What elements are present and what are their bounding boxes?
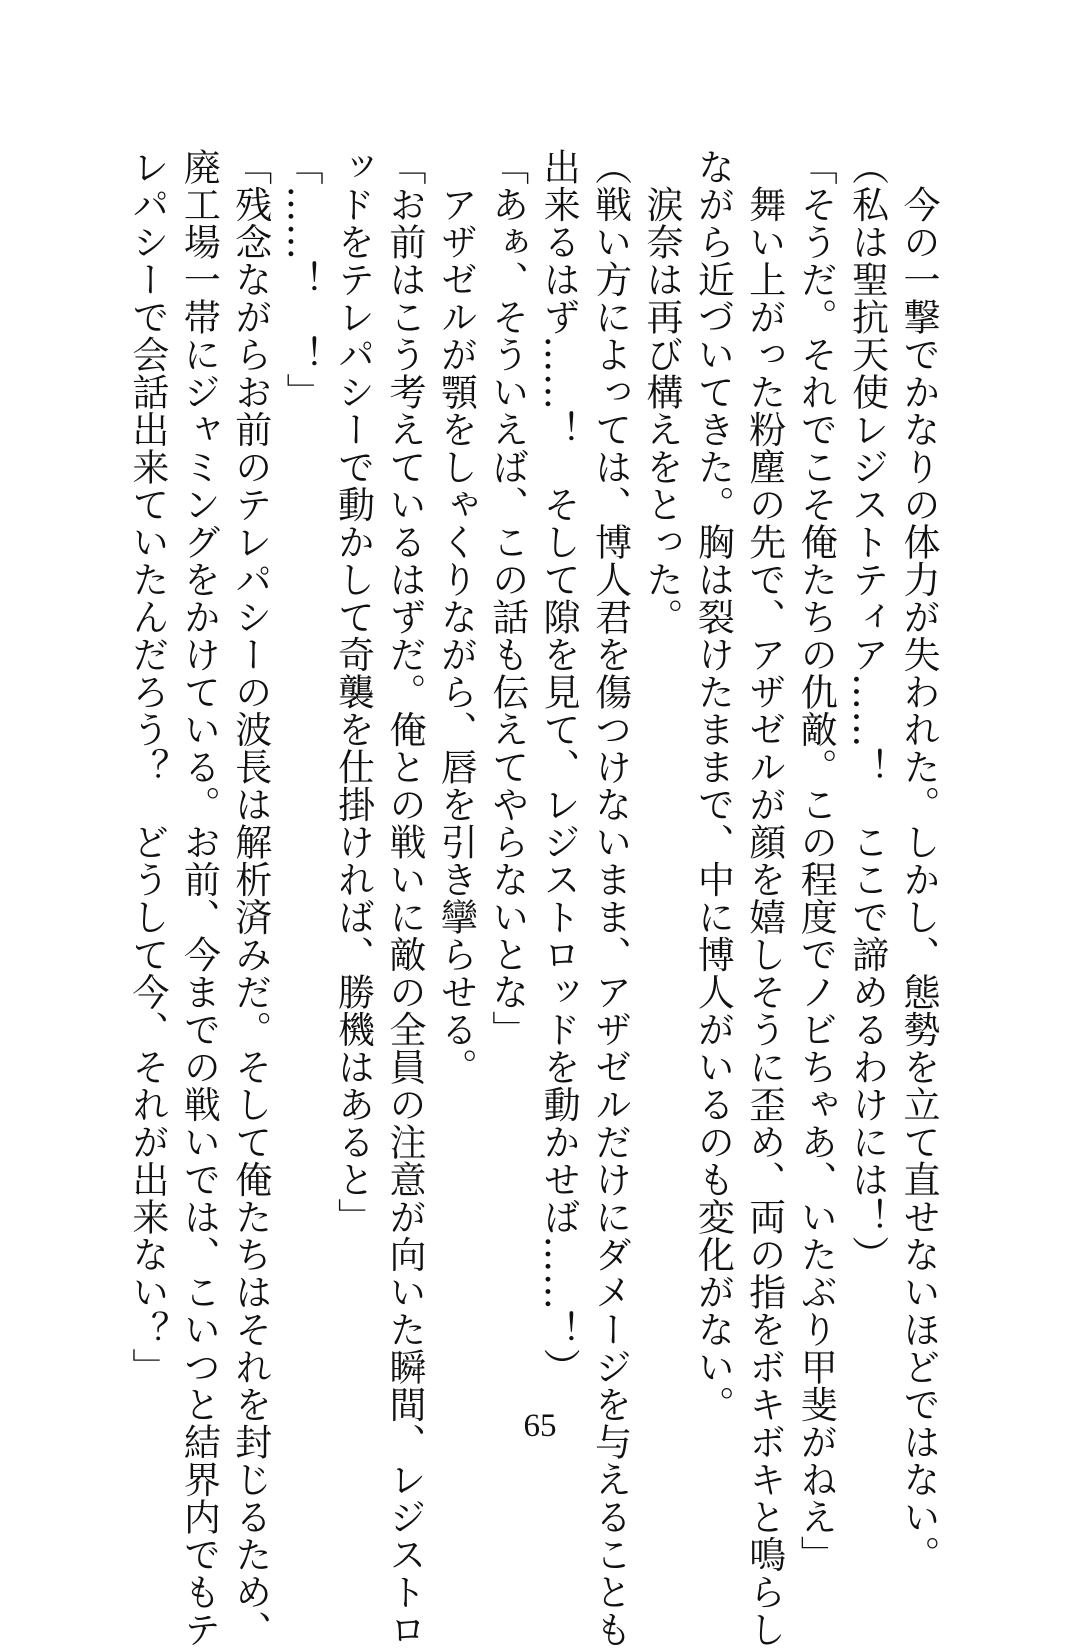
text-line: 「そうだ。それでこそ俺たちの仇敵。この程度でノビちゃあ、いたぶり甲斐がねえ」 xyxy=(794,148,838,1573)
text-line: 「……！ ！」 xyxy=(280,148,324,411)
text-line: 廃工場一帯にジャミングをかけている。お前、今までの戦いでは、こいつと結界内でもテ xyxy=(177,148,221,1648)
text-line: （戦い方によっては、博人君を傷つけないまま、アザゼルだけにダメージを与えることも xyxy=(588,148,632,1648)
text-line: アザゼルが顎をしゃくりながら、唇を引き攣らせる。 xyxy=(434,148,478,1086)
text-line: ッドをテレパシーで動かして奇襲を仕掛ければ、勝機はあると」 xyxy=(331,148,375,1236)
text-line: 舞い上がった粉塵の先で、アザゼルが顔を嬉しそうに歪め、両の指をボキボキと鳴らし xyxy=(742,148,786,1648)
text-line: 涙奈は再び構えをとった。 xyxy=(639,148,683,636)
text-line: 「あぁ、そういえば、この話も伝えてやらないとな」 xyxy=(485,148,529,1048)
text-line: ながら近づいてきた。胸は裂けたままで、中に博人がいるのも変化がない。 xyxy=(691,148,735,1423)
text-line: レパシーで会話出来ていたんだろう？ どうして今、それが出来ない？」 xyxy=(125,148,169,1386)
text-line: 「残念ながらお前のテレパシーの波長は解析済みだ。そして俺たちはそれを封じるため、 xyxy=(228,148,272,1648)
page-number: 65 xyxy=(523,1408,557,1444)
text-line: 出来るはず……！ そして隙を見て、レジストロッドを動かせば……！） xyxy=(537,148,581,1386)
text-line: 今の一撃でかなりの体力が失われた。しかし、態勢を立て直せないほどではない。 xyxy=(897,148,940,1573)
text-line: 「お前はこう考えているはずだ。俺との戦いに敵の全員の注意が向いた瞬間、レジストロ xyxy=(382,148,426,1648)
text-line: （私は聖抗天使レジストティア……！ ここで諦めるわけには！） xyxy=(845,148,889,1273)
